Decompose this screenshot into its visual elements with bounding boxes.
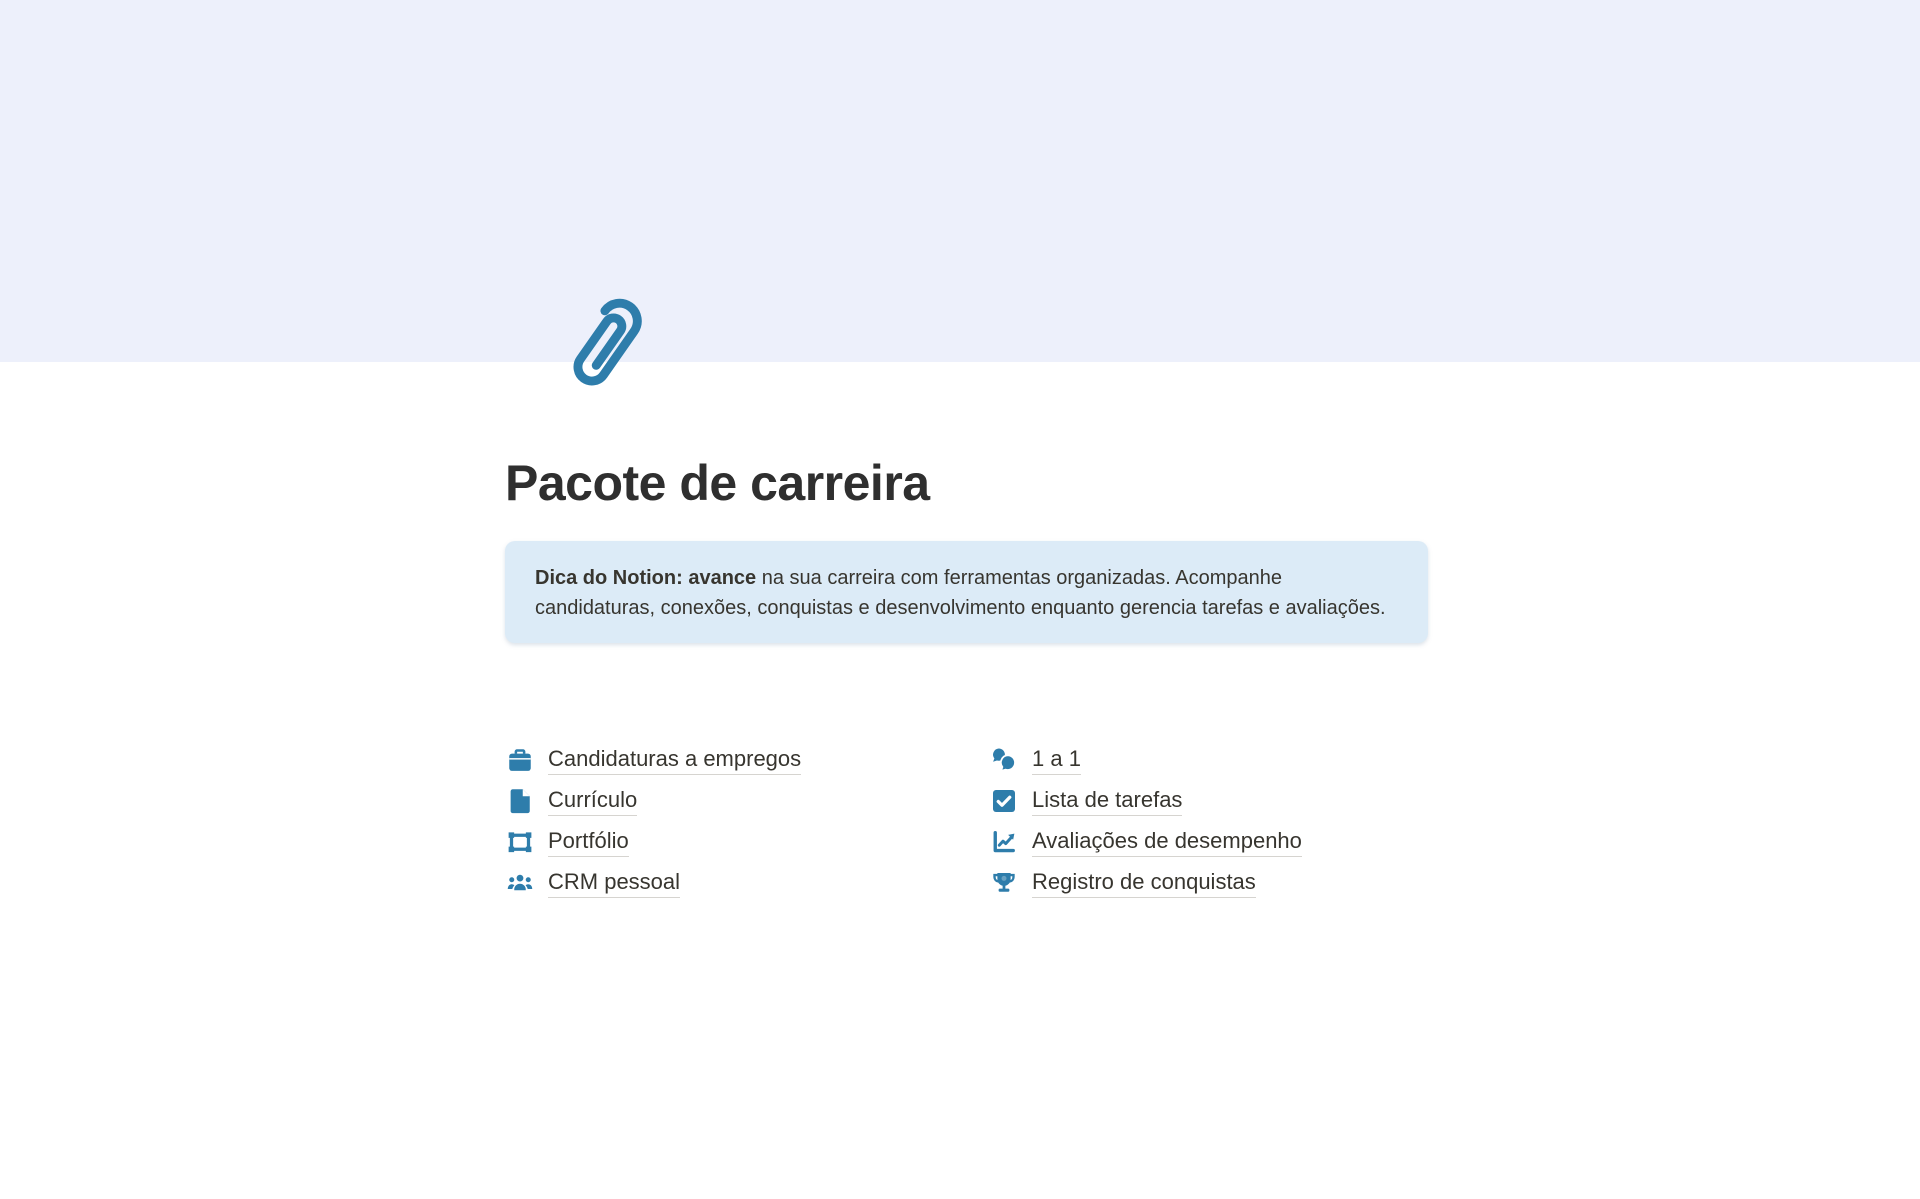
people-icon bbox=[505, 868, 535, 898]
notion-tip-callout bbox=[505, 541, 1428, 643]
link-label[interactable]: Avaliações de desempenho bbox=[1032, 827, 1302, 857]
link-label[interactable]: Candidaturas a empregos bbox=[548, 745, 801, 775]
link-crm-pessoal[interactable] bbox=[505, 862, 943, 903]
link-candidaturas-a-empregos[interactable] bbox=[505, 739, 943, 780]
frame-icon bbox=[505, 827, 535, 857]
paperclip-icon bbox=[536, 272, 664, 408]
page-cover bbox=[0, 0, 1920, 362]
page-links bbox=[505, 739, 1428, 903]
link-label[interactable]: CRM pessoal bbox=[548, 868, 680, 898]
link-label[interactable]: Registro de conquistas bbox=[1032, 868, 1256, 898]
link-portfolio[interactable] bbox=[505, 821, 943, 862]
link-1-a-1[interactable] bbox=[989, 739, 1427, 780]
links-left-column bbox=[505, 739, 943, 903]
callout-body-text: na sua carreira com ferramentas organizadas. Acompanhe candidaturas, conexões, conquistas e desenvolvimento enquanto gerencia tarefas e avaliações. bbox=[535, 567, 1386, 619]
link-avaliacoes-de-desempenho[interactable] bbox=[989, 821, 1427, 862]
link-lista-de-tarefas[interactable] bbox=[989, 780, 1427, 821]
page-title: Pacote de carreira bbox=[505, 455, 930, 511]
links-right-column bbox=[989, 739, 1427, 903]
link-curriculo[interactable] bbox=[505, 780, 943, 821]
link-label[interactable]: Currículo bbox=[548, 786, 637, 816]
chart-up-icon bbox=[989, 827, 1019, 857]
chat-bubbles-icon bbox=[989, 745, 1019, 775]
link-label[interactable]: 1 a 1 bbox=[1032, 745, 1081, 775]
link-registro-de-conquistas[interactable] bbox=[989, 862, 1427, 903]
link-label[interactable]: Portfólio bbox=[548, 827, 629, 857]
briefcase-icon bbox=[505, 745, 535, 775]
callout-bold-text: Dica do Notion: avance bbox=[535, 567, 757, 589]
file-icon bbox=[505, 786, 535, 816]
page-icon[interactable] bbox=[538, 268, 662, 412]
checkbox-icon bbox=[989, 786, 1019, 816]
trophy-icon bbox=[989, 868, 1019, 898]
link-label[interactable]: Lista de tarefas bbox=[1032, 786, 1182, 816]
